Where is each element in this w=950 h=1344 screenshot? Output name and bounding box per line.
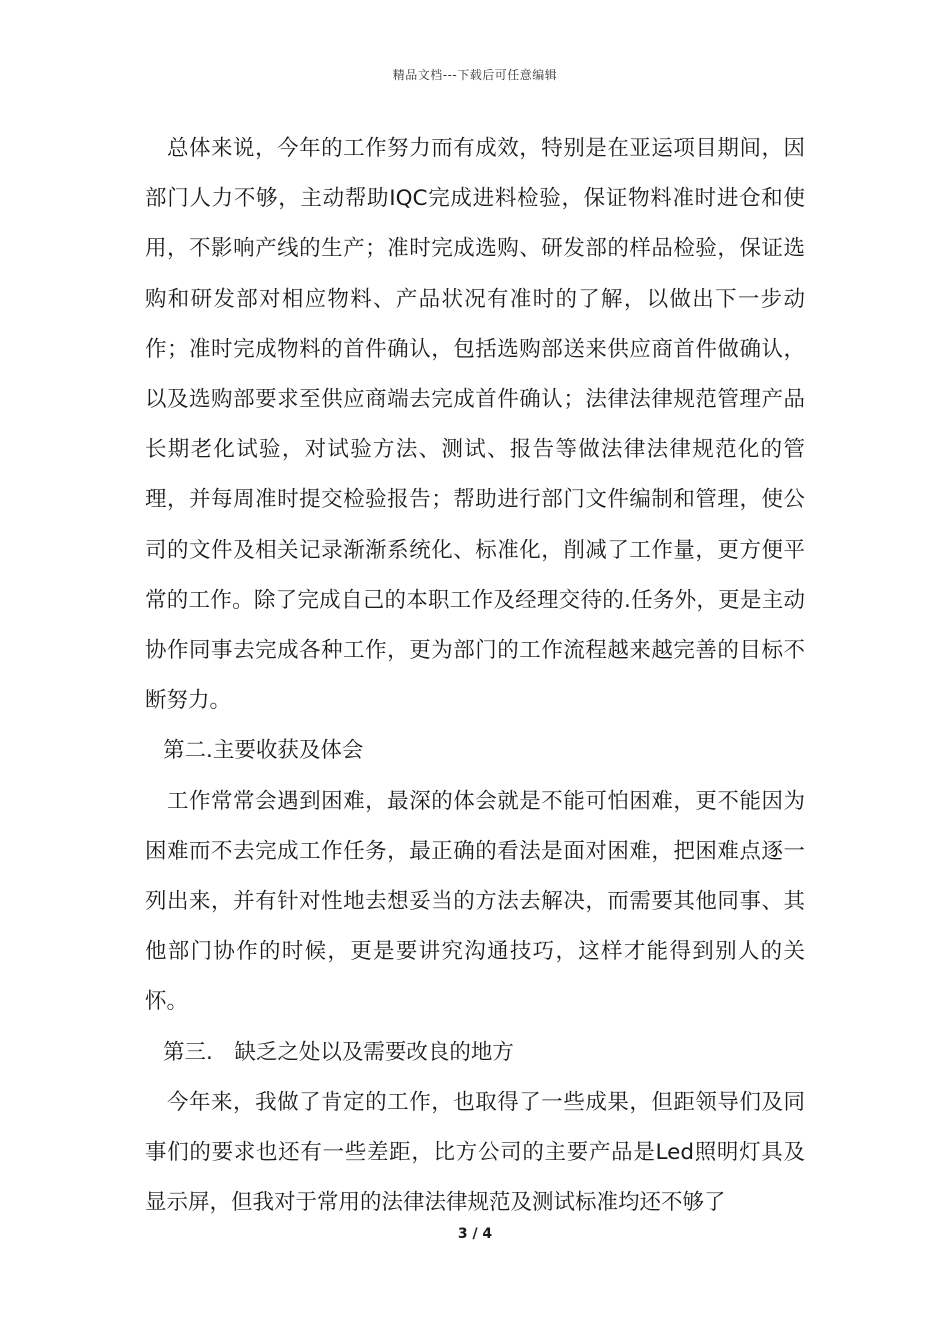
page-header: 精品文档---下载后可任意编辑: [392, 68, 558, 82]
document-body: [145, 124, 805, 1228]
page-number: 3 / 4: [457, 1226, 493, 1242]
section-heading-shortcomings: 第三. 缺乏之处以及需要改良的地方: [163, 1039, 514, 1065]
paragraph-shortcomings: 今年来，我做了肯定的工作，也取得了一些成果，但距领导们及同事们的要求也还有一些差距，比方公司的主要产品是Led照明灯具及显示屏，但我对于常用的法律法律规范及测试标准均还不够了: [145, 1089, 805, 1216]
paragraph-gains: 工作常常会遇到困难，最深的体会就是不能可怕困难，更不能因为困难而不去完成工作任务，最正确的看法是面对困难，把困难点逐一列出来，并有针对性地去想妥当的方法去解决，而需要其他同事、其他部门协作的时候，更是要讲究沟通技巧，这样才能得到别人的关怀。: [145, 788, 805, 1015]
section-heading-gains: 第二.主要收获及体会: [163, 738, 364, 764]
paragraph-summary: 总体来说，今年的工作努力而有成效，特别是在亚运项目期间，因部门人力不够，主动帮助IQC完成进料检验，保证物料准时进仓和使用，不影响产线的生产；准时完成选购、研发部的样品检验，保证选购和研发部对相应物料、产品状况有准时的了解，以做出下一步动作；准时完成物料的首件确认，包括选购部送来供应商首件做确认，以及选购部要求至供应商端去完成首件确认；法律法律规范管理产品长期老化试验，对试验方法、测试、报告等做法律法律规范化的管理，并每周准时提交检验报告；帮助进行部门文件编制和管理，使公司的文件及相关记录渐渐系统化、标准化，削减了工作量，更方便平常的工作。除了完成自己的本职工作及经理交待的.任务外，更是主动协作同事去完成各种工作，更为部门的工作流程越来越完善的目标不断努力。: [145, 136, 805, 714]
